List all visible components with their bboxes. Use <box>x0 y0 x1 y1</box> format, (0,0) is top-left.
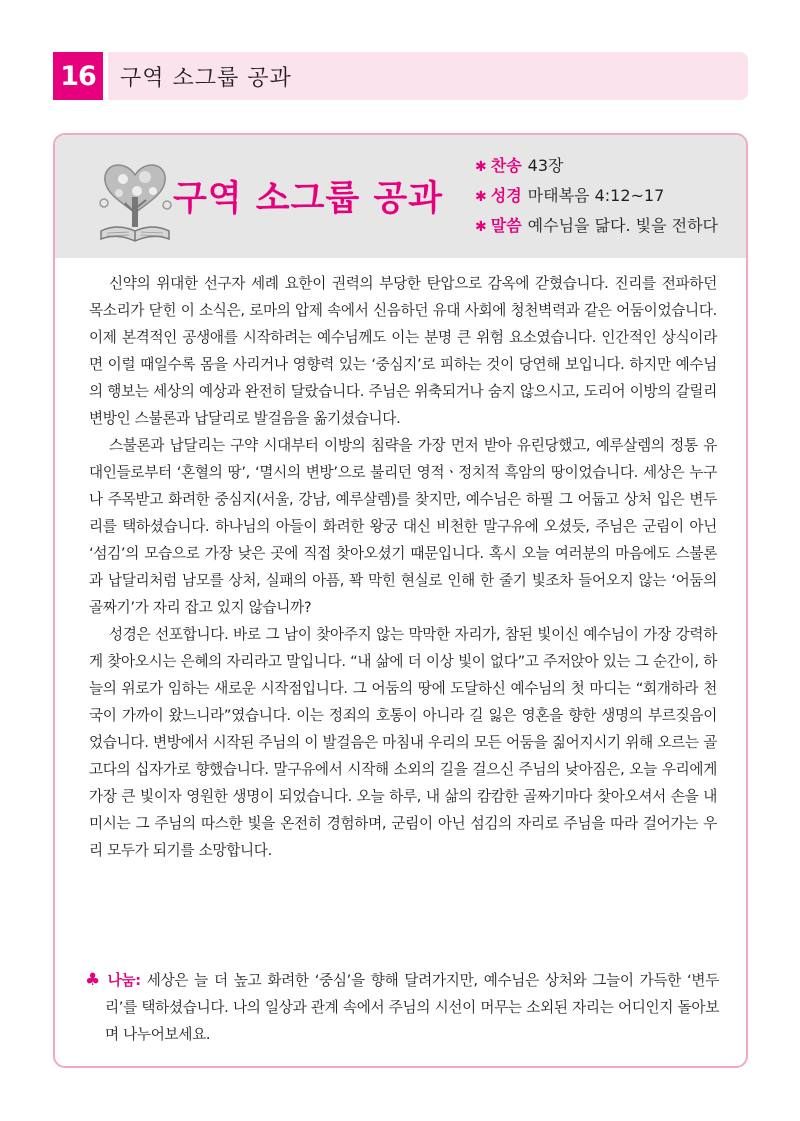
card-title: 구역 소그룹 공과 <box>173 179 444 219</box>
club-icon: ♣ <box>85 970 102 990</box>
share-label: 나눔 <box>107 972 136 989</box>
meta-value: 43장 <box>527 156 564 175</box>
meta-value: 예수님을 닮다. 빛을 전하다 <box>527 216 719 235</box>
lesson-body <box>89 270 717 864</box>
meta-label: 성경 <box>490 186 522 205</box>
meta-label: 말씀 <box>490 216 522 235</box>
share-section <box>85 967 719 1048</box>
header-title: 구역 소그룹 공과 <box>120 65 292 91</box>
share-colon: : <box>135 972 141 989</box>
body-paragraph: 신약의 위대한 선구자 세례 요한이 권력의 부당한 탄압으로 감옥에 갇혔습니다. 진리를 전파하던 목소리가 닫힌 이 소식은, 로마의 압제 속에서 신음하던 유대 사회에 청천벽력과 같은 어둠이었습니다. 이제 본격적인 공생애를 시작하려는 예수님께도 이는 분명 큰 위험 요소였습니다. 인간적인 상식이라면 이럴 때일수록 몸을 사리거나 영향력 있는 ‘중심지’로 피하는 것이 당연해 보입니다. 하지만 예수님의 행보는 세상의 예상과 완전히 달랐습니다. 주님은 위축되거나 숨지 않으시고, 도리어 이방의 갈릴리 변방인 스불론과 납달리로 발걸음을 옮기셨습니다. <box>89 275 717 427</box>
meta-value: 마태복음 4:12~17 <box>527 186 665 205</box>
heart-tree-bible-icon <box>95 153 175 248</box>
asterisk-icon: ✱ <box>475 219 487 235</box>
body-paragraph: 성경은 선포합니다. 바로 그 남이 찾아주지 않는 막막한 자리가, 참된 빛이신 예수님이 가장 강력하게 찾아오시는 은혜의 자리라고 말입니다. “내 삶에 더 이상 빛이 없다”고 주저앉아 있는 그 순간이, 하늘의 위로가 임하는 새로운 시작점입니다. 그 어둠의 땅에 도달하신 예수님의 첫 마디는 “회개하라 천국이 가까이 왔느니라”였습니다. 이는 정죄의 호통이 아니라 길 잃은 영혼을 향한 생명의 부르짖음이었습니다. 변방에서 시작된 주님의 이 발걸음은 마침내 우리의 모든 어둠을 짊어지시기 위해 오르는 골고다의 십자가로 향했습니다. 말구유에서 시작해 소외의 길을 걸으신 주님의 낮아짐은, 오늘 우리에게 가장 큰 빛이자 영원한 생명이 되었습니다. 오늘 하루, 내 삶의 캄캄한 골짜기마다 찾아오셔서 손을 내미시는 그 주님의 따스한 빛을 온전히 경험하며, 군림이 아닌 섬김의 자리로 주님을 따라 걸어가는 우리 모두가 되기를 소망합니다. <box>89 626 717 859</box>
card-header <box>55 135 746 258</box>
header-bar <box>108 52 748 100</box>
meta-scripture <box>475 181 745 211</box>
page-number-badge: 16 <box>53 52 103 100</box>
lesson-card <box>53 133 748 1068</box>
share-text: 세상은 늘 더 높고 화려한 ‘중심’을 향해 달려가지만, 예수님은 상처와 그늘이 가득한 ‘변두리’를 택하셨습니다. 나의 일상과 관계 속에서 주님의 시선이 머무는 소외된 자리는 어디인지 돌아보며 나누어보세요. <box>105 972 719 1043</box>
meta-label: 찬송 <box>490 156 522 175</box>
meta-sermon <box>475 211 745 241</box>
lesson-meta <box>475 151 745 241</box>
body-paragraph: 스불론과 납달리는 구약 시대부터 이방의 침략을 가장 먼저 받아 유린당했고, 예루살렘의 정통 유대인들로부터 ‘혼혈의 땅’, ‘멸시의 변방’으로 불리던 영적ㆍ정치적 흑암의 땅이었습니다. 세상은 누구나 주목받고 화려한 중심지(서울, 강남, 예루살렘)를 찾지만, 예수님은 하필 그 어둡고 상처 입은 변두리를 택하셨습니다. 하나님의 아들이 화려한 왕궁 대신 비천한 말구유에 오셨듯, 주님은 군림이 아닌 ‘섬김’의 모습으로 가장 낮은 곳에 직접 찾아오셨기 때문입니다. 혹시 오늘 여러분의 마음에도 스불론과 납달리처럼 남모를 상처, 실패의 아픔, 꽉 막힌 현실로 인해 한 줄기 빛조차 들어오지 않는 ‘어둠의 골짜기’가 자리 잡고 있지 않습니까? <box>89 437 717 616</box>
asterisk-icon: ✱ <box>475 189 487 205</box>
meta-hymn <box>475 151 745 181</box>
asterisk-icon: ✱ <box>475 159 487 175</box>
